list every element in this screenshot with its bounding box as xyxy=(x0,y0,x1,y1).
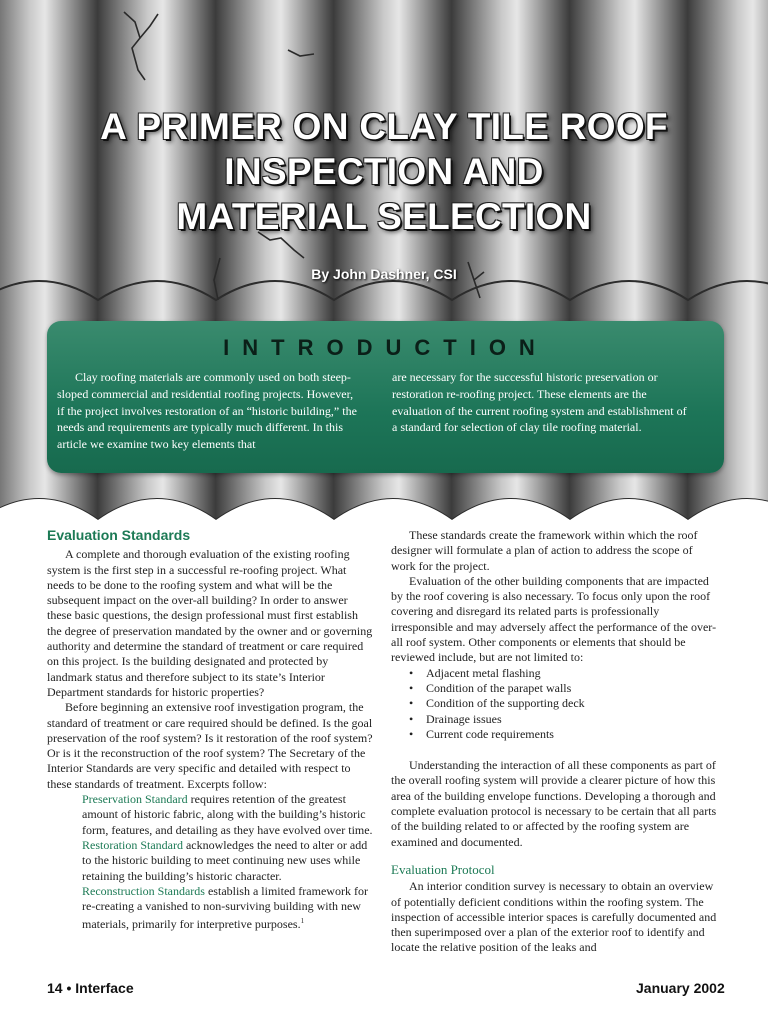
left-column xyxy=(47,528,373,933)
byline: By John Dashner, CSI xyxy=(311,266,457,282)
paragraph: These standards create the framework within which the roof designer will formulate a plan of action to address the scope of work for the project. xyxy=(391,528,698,573)
paragraph: Understanding the interaction of all these components as part of the overall roofing system will provide a clearer picture of how this area of the building envelope functions. Developing a thorough and complete evaluation protocol is necessary to be certain that all parts of the building related to or affected by the roofing system are examined and documented. xyxy=(391,758,717,849)
list-item: • Condition of the parapet walls xyxy=(409,681,717,696)
introduction-box xyxy=(47,321,724,473)
standard-text: acknowledges the need to alter or add to the historic building to meet continuing new uses while retaining the building’s historic character. xyxy=(82,837,368,883)
list-item: • Adjacent metal flashing xyxy=(409,666,717,681)
title-line: A PRIMER ON CLAY TILE ROOF xyxy=(100,106,668,147)
footer-bullet: • xyxy=(66,980,72,996)
introduction-heading: INTRODUCTION xyxy=(223,335,548,360)
standard-item xyxy=(82,792,373,838)
list-item: • Drainage issues xyxy=(409,712,717,727)
right-column xyxy=(391,528,717,956)
footnote-mark: 1 xyxy=(300,917,305,926)
page-number: 14 xyxy=(47,980,63,996)
list-item: • Condition of the supporting deck xyxy=(409,696,717,711)
standard-text: requires retention of the greatest amount of historic fabric, along with the building’s historic form, features, and detailing as they have evolved over time. xyxy=(82,792,373,837)
publication-name: Interface xyxy=(75,980,134,996)
footer-left xyxy=(47,980,134,996)
footer-date: January 2002 xyxy=(636,980,725,996)
standard-label: Restoration Standard xyxy=(82,837,183,852)
list-item: • Current code requirements xyxy=(409,727,717,742)
introduction-text-col2: are necessary for the successful historic preservation or restoration re-roofing project. These elements are the evaluation of the current roofing system and establishment of a standard for selection of clay tile roofing material. xyxy=(392,370,687,435)
paragraph: A complete and thorough evaluation of the existing roofing system is the first step in a successful re-roofing project. What needs to be done to the roofing system and what will be the subsequent impact on the over-all building? In order to answer these basic questions, the design professional must first establish the degree of preservation mandated by the owner and or governing authority and determine the standard of treatment or care required on this project. Is the building designated and protected by landmark status and therefore subject to its state’s Interior Department standards for historic properties? xyxy=(47,547,373,699)
component-list xyxy=(391,666,717,742)
paragraph: An interior condition survey is necessary to obtain an overview of potentially deficient conditions within the roofing system. The inspection of accessible interior spaces is carefully documented and then superimposed over a plan of the exterior roof to identify and locate the relative position of the leaks and xyxy=(391,879,717,955)
subsection-heading: Evaluation Protocol xyxy=(391,861,495,877)
paragraph: Evaluation of the other building components that are impacted by the roof covering is also necessary. To focus only upon the roof covering and disregard its related parts is professionally irresponsible and may adversely affect the performance of the over-all roof system. Other components or elements that should be reviewed include, but are not limited to: xyxy=(391,573,717,665)
title-line: INSPECTION AND xyxy=(224,151,544,192)
standard-item xyxy=(82,838,373,884)
article-title xyxy=(0,104,768,239)
paragraph: Before beginning an extensive roof investigation program, the standard of treatment or care required should be defined. Is the goal preservation of the roof system? Is it restoration of the roof system? Or is it the reconstruction of the roof system? The Secretary of the Interior Standards are very specific and detailed with respect to these standards of treatment. Excerpts follow: xyxy=(47,700,373,791)
standard-item xyxy=(82,884,373,933)
standard-text: establish a limited framework for re-creating a vanished to non-surviving building with new materials, primarily for interpretive purposes. xyxy=(82,883,368,932)
standard-label: Preservation Standard xyxy=(82,792,188,807)
introduction-text-col1: Clay roofing materials are commonly used on both steep-sloped commercial and residential roofing projects. However, if the project involves restoration of an “historic building,” the needs and requirements are typically much different. In this article we examine two key elements that xyxy=(57,370,357,452)
standard-label: Reconstruction Standards xyxy=(82,883,205,898)
section-heading: Evaluation Standards xyxy=(47,527,191,543)
title-line: MATERIAL SELECTION xyxy=(176,196,592,237)
